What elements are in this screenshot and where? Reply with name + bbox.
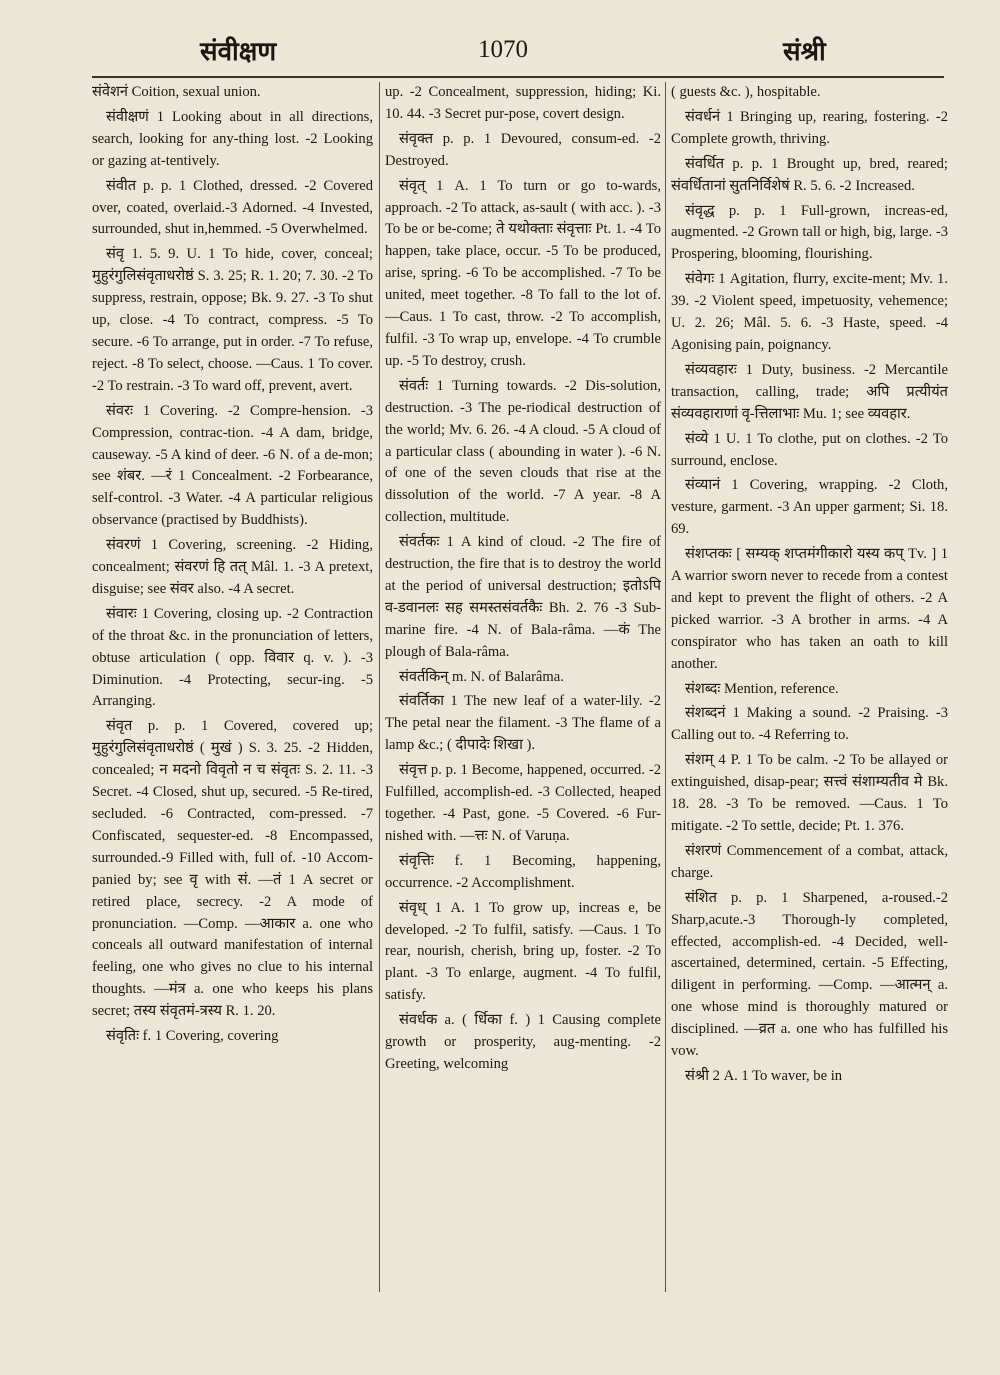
column-divider [379, 82, 380, 1292]
dictionary-entry: संवृत्त p. p. 1 Become, happened, occurred. -2 Fulfilled, accomplish-ed. -3 Collected, heaped together. -4 Past, gone. -5 Covered. -6 Fur-nished with. —त्तः N. of Varuṇa. [385, 762, 661, 844]
dictionary-entry: संवृक्त p. p. 1 Devoured, consum-ed. -2 Destroyed. [385, 130, 661, 169]
column-divider [665, 82, 666, 1292]
right-guide-word: संश्री [783, 37, 826, 66]
dictionary-entry: संवृ 1. 5. 9. U. 1 To hide, cover, conceal; मुहुरंगुलिसंवृताधरोष्ठं S. 3. 25; R. 1. 20; 7. 30. -2 To suppress, restrain, oppose; Bk. 9. 27. -3 To shut up, close. -4 To contract, compress. -5 To secure. -6 To arrange, put in order. -7 To refuse, reject. -8 To select, choose. —Caus. 1 To cover. -2 To restrain. -3 To ward off, prevent, avert. [92, 246, 373, 394]
dictionary-entry: संवर्तिका 1 The new leaf of a water-lily. -2 The petal near the filament. -3 The flame of a lamp &c.; ( दीपादेः शिखा ). [385, 693, 661, 754]
column-1 [92, 82, 373, 1297]
dictionary-entry: संवर्धनं 1 Bringing up, rearing, fostering. -2 Complete growth, thriving. [671, 108, 948, 147]
dictionary-entry: संवृध् 1 A. 1 To grow up, increas e, be developed. -2 To fulfil, satisfy. —Caus. 1 To rear, nourish, cherish, bring up, foster. -2 To plant. -3 To enlarge, augment. -4 To fulfil, satisfy. [385, 899, 661, 1004]
dictionary-entry: संवरः 1 Covering. -2 Compre-hension. -3 Compression, contrac-tion. -4 A dam, bridge, causeway. -5 A kind of deer. -6 N. of a de-mon; see शंबर. —रं 1 Concealment. -2 Forbearance, self-control. -3 Water. -4 A particular religious observance (practised by Buddhists). [92, 402, 373, 529]
dictionary-entry: संशरणं Commencement of a combat, attack, charge. [671, 842, 948, 881]
column-2 [385, 82, 661, 1297]
dictionary-entry: संशित p. p. 1 Sharpened, a-roused.-2 Sharp,acute.-3 Thorough-ly completed, effected, accomplish-ed. -4 Decided, well-ascertained, determined, certain. -5 Effecting, diligent in performing. —Comp. —आत्मन् a. one whose mind is thoroughly matured or disciplined. —व्रत a. one who has fulfilled his vow. [671, 889, 948, 1060]
dictionary-entry: संवृद्ध p. p. 1 Full-grown, increas-ed, augmented. -2 Grown tall or high, big, large. -3 Prospering, blooming, flourishing. [671, 202, 948, 263]
left-guide-word: संवीक्षण [200, 37, 277, 66]
dictionary-entry: संशप्तकः [ सम्यक् शप्तमंगीकारो यस्य कप् Tv. ] 1 A warrior sworn never to recede from a contest and kept to prevent the flight of others. -2 A picked warrior. -3 A brother in arms. -4 A conspirator who has taken an oath to kill another. [671, 546, 948, 672]
dictionary-entry: संवृतिः f. 1 Covering, covering [106, 1028, 279, 1045]
dictionary-entry: संवर्धित p. p. 1 Brought up, bred, reared; संवर्धितानां सुतनिर्विशेषं R. 5. 6. -2 Increased. [671, 155, 948, 194]
dictionary-entry: संशम् 4 P. 1 To be calm. -2 To be allayed or extinguished, disap-pear; सत्त्वं संशाम्यतीव मे Bk. 18. 28. -3 To be removed. —Caus. 1 To mitigate. -2 To settle, decide; Pt. 1. 376. [671, 752, 948, 834]
dictionary-entry: संव्यानं 1 Covering, wrapping. -2 Cloth, vesture, garment. -3 An upper garment; Si. 18. 69. [671, 477, 948, 538]
dictionary-entry: संश्री 2 A. 1 To waver, be in [685, 1067, 843, 1084]
dictionary-entry: संशब्दः Mention, reference. [685, 680, 839, 697]
page-header [0, 28, 1000, 72]
page-number: 1070 [478, 36, 528, 63]
dictionary-entry: संवर्धक a. ( र्धिका f. ) 1 Causing complete growth or prosperity, aug-menting. -2 Greeting, welcoming [385, 1012, 661, 1072]
dictionary-entry: संवर्तः 1 Turning towards. -2 Dis-solution, destruction. -3 The pe-riodical destruction of the world; Mv. 6. 26. -4 A cloud. -5 A cloud of a particular class ( abounding in water ). -6 N. of one of the seven clouds that rise at the dissolution of the world. -7 A year. -8 A collection, multitude. [385, 377, 661, 526]
dictionary-entry: संवेगः 1 Agitation, flurry, excite-ment; Mv. 1. 39. -2 Violent speed, impetuosity, vehemence; U. 2. 26; Mâl. 5. 6. -3 Haste, speed. -4 Agonising pain, poignancy. [671, 271, 948, 353]
dictionary-entry: संवारः 1 Covering, closing up. -2 Contraction of the throat &c. in the pronunciation of letters, obtuse articulation ( opp. विवार q. v. ). -3 Diminution. -4 Protecting, secur-ing. -5 Arranging. [92, 605, 373, 710]
dictionary-entry: ( guests &c. ), hospitable. [671, 84, 821, 100]
dictionary-entry: संवर्तकिन् m. N. of Balarâma. [399, 668, 564, 685]
dictionary-entry: संशब्दनं 1 Making a sound. -2 Praising. -3 Calling out to. -4 Referring to. [671, 705, 948, 744]
dictionary-entry: up. -2 Concealment, suppression, hiding; Ki. 10. 44. -3 Secret pur-pose, covert design. [385, 84, 661, 122]
dictionary-entry: संवेशनं Coition, sexual union. [92, 84, 261, 100]
dictionary-entry: संवृत्तिः f. 1 Becoming, happening, occurrence. -2 Accomplishment. [385, 852, 661, 891]
dictionary-entry: संवीत p. p. 1 Clothed, dressed. -2 Covered over, coated, overlaid.-3 Adorned. -4 Invested, surrounded, shut in,hemmed. -5 Overwhelmed. [92, 177, 373, 238]
dictionary-entry: संव्यवहारः 1 Duty, business. -2 Mercantile transaction, calling, trade; अपि प्रत्यीयंत संव्यवहाराणां वृ-त्तिलाभाः Mu. 1; see व्यवहार. [671, 361, 948, 422]
dictionary-entry: संवृत p. p. 1 Covered, covered up; मुहुरंगुलिसंवृताधरोष्ठं ( मुखं ) S. 3. 25. -2 Hidden, concealed; न मदनो विवृतो न च संवृतः S. 2. 11. -3 Secret. -4 Closed, shut up, secured. -5 Re-tired, secluded. -6 Contracted, com-pressed. -7 Confiscated, sequester-ed. -8 Encompassed, surrounded.-9 Filled with, full of. -10 Accom-panied by; see वृ with सं. —तं 1 A secret or retired place, secrecy. -2 A mode of pronunciation. —Comp. —आकार a. one who conceals all outward manifestation of internal feeling, one who gives no clue to his internal thoughts. —मंत्र a. one who keeps his plans secret; तस्य संवृतमं-त्रस्य R. 1. 20. [92, 718, 373, 1020]
dictionary-entry: संव्ये 1 U. 1 To clothe, put on clothes. -2 To surround, enclose. [671, 430, 948, 469]
header-rule [92, 76, 944, 78]
dictionary-entry: संवरणं 1 Covering, screening. -2 Hiding, concealment; संवरणं हि तत् Mâl. 1. -3 A pretext, disguise; see संवर also. -4 A secret. [92, 537, 373, 597]
dictionary-entry: संवृत् 1 A. 1 To turn or go to-wards, approach. -2 To attack, as-sault ( with acc. ). -3 To be or be-come; ते यथोक्ताः संवृत्ताः Pt. 1. -4 To happen, take place, occur. -5 To be produced, arise, spring. -6 To be accomplished. -7 To be united, meet together. -8 To fall to the lot of. —Caus. 1 To cast, throw. -2 To accomplish, fulfil. -3 To wrap up, envelope. -4 To crumble up. -5 To destroy, crush. [385, 177, 661, 369]
dictionary-entry: संवीक्षणं 1 Looking about in all directions, search, looking for any-thing lost. -2 Looking or gazing at-tentively. [92, 108, 373, 169]
column-3 [671, 82, 948, 1297]
dictionary-entry: संवर्तकः 1 A kind of cloud. -2 The fire of destruction, the fire that is to destroy the world at the period of universal destruction; इतोऽपि व-डवानलः सह समस्तसंवर्तकैः Bh. 2. 76 -3 Sub-marine fire. -4 N. of Bala-râma. —कं The plough of Bala-râma. [385, 534, 661, 660]
